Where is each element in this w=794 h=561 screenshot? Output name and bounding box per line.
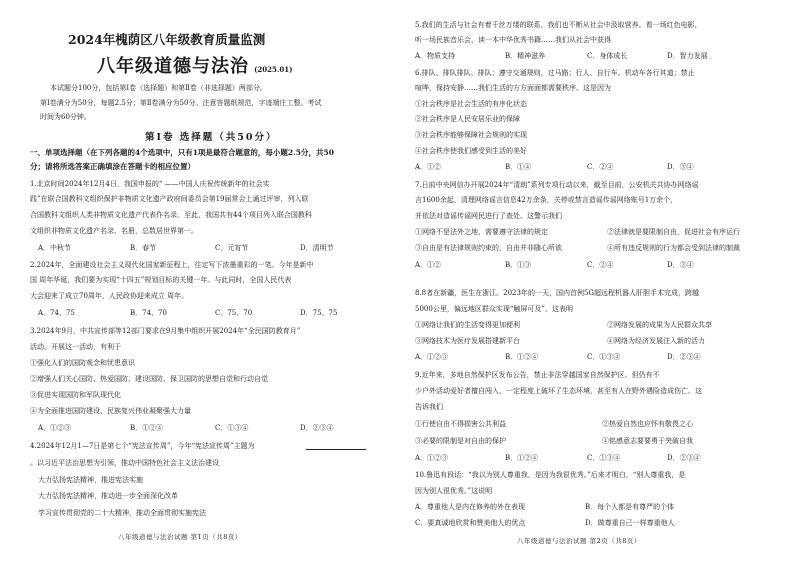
q6-item-3: ③社会秩序能够保障社会规则的实现 — [415, 131, 527, 139]
instructions-line-1: 一、单项选择题（在下列各题的4个选项中，只有1项是最符合题意的，每小题2.5分，共50 — [30, 148, 334, 157]
q7-option-a: A．①② — [415, 261, 442, 269]
intro-line-1: 本试题分100分，包括第Ⅰ卷（选择题）和第Ⅱ卷（非选择题）两部分。 — [50, 84, 267, 92]
subject-header — [97, 52, 292, 78]
q8-option-d: D．②③④ — [667, 353, 701, 361]
q6-item-1: ①社会秩序是社会生活的有序化状态 — [415, 100, 527, 108]
q9-option-d: D．②③④ — [667, 454, 701, 462]
q2-option-a: A．74、75 — [38, 309, 75, 317]
right-page — [397, 0, 794, 561]
q5-option-c: C．身体成长 — [587, 52, 628, 60]
q7-line-3: 并依法对造谣传谣网民进行了查处。这警示我们 — [415, 212, 562, 220]
q3-item-3: ③促进实现国防和军队现代化 — [30, 391, 121, 399]
q9-option-a: A．①②③ — [415, 454, 449, 462]
q9-line-2: 少户外活动爱好者擅自闯入，一定程度上破坏了生态环境，甚至有人在野外遇险造成伤亡。这 — [415, 387, 702, 395]
q6-item-2: ②社会秩序是人民安居乐业的保障 — [415, 115, 520, 123]
q8-line-2: 5000公里，偏远地区群众实现“触屏可及”。这表明 — [415, 305, 573, 313]
q10-option-d: D．做尊重自己一样尊重他人 — [585, 519, 675, 527]
q8-option-b: B．①②④ — [505, 353, 539, 361]
subject-title: 八年级道德与法治 — [97, 56, 249, 77]
q3-option-b: B．①②④ — [130, 424, 164, 432]
q3-line-2: 活动。开展这一活动，有利于 — [30, 343, 121, 351]
q8-item-3: ③网络技术为医疗发展搭建新平台 — [415, 337, 520, 345]
q2-line-2: 国 周年华诞，我们要为实现“十四五”规划目标的关键一年。与此同时，全国人民代表 — [30, 276, 292, 284]
q1-option-c: C．元宵节 — [215, 244, 249, 252]
q2-option-b: B．74、70 — [130, 309, 167, 317]
section-1-title: 第Ⅰ卷 选择题（共50分） — [145, 132, 278, 143]
q5-line-2: 听一场民族音乐会，读一本中华优秀书籍……我们从社会中获得 — [415, 36, 611, 44]
intro-line-3: 时间为60分钟。 — [40, 113, 91, 121]
exam-title: 2024年槐荫区八年级教育质量监测 — [68, 32, 266, 47]
q6-item-4: ④社会秩序使我们感受到生活的美好 — [415, 147, 527, 155]
q9-item-2: ②热爱自然也应怀有敬畏之心 — [602, 420, 693, 428]
q3-option-c: C．①③④ — [215, 424, 249, 432]
q2-line-3: 大会迎来了成立70周年，人民政协迎来成立 周年。 — [30, 292, 189, 300]
q9-line-1: 9.近年来，多地自然保护区发布公告，禁止非法穿越国家自然保护区。但仍有不 — [415, 371, 660, 379]
q7-item-1: ①网络不是法外之地，需要遵守法律的规定 — [415, 228, 548, 236]
q5-line-1: 5.我们的生活与社会有着千丝万缕的联系，我们也不断从社会中汲取营养。看一场红色电影， — [415, 21, 702, 29]
q4-line-1: 4.2024年12月1—7日是第七个“宪法宣传周”，今年“宪法宣传周”主题为 — [30, 442, 255, 450]
q4-option-3: 学习宣传贯彻党的二十大精神，推动全面贯彻实施宪法 — [38, 509, 206, 517]
q1-line-3: 合国教科文组织人类非物质文化遗产代表作名录。至此，我国共有44个项目列入联合国教科 — [30, 211, 312, 219]
q2-line-1: 2.2024年，全面建设社会主义现代化国家新征程上，往定写下浓墨重彩的一笔。今年是新中 — [30, 261, 314, 269]
q5-option-d: D．智力发展 — [667, 52, 708, 60]
q5-option-b: B．精神滋养 — [505, 52, 546, 60]
q7-line-1: 7.日前中央网信办开展2024年“清朗”系列专项行动以来，截至目前，公安机关共协办网络谣 — [415, 181, 699, 189]
page-1-footer: 八年级道德与法治试题 第1页（共8页） — [118, 533, 242, 541]
q10-line-1: 10.鲁迅有段话：“我以为别人尊重我，是因为我很优秀。”后来才明白，“别人尊重我，是 — [415, 471, 686, 479]
q8-item-1: ①网络让我们的生活变得更加便利 — [415, 321, 520, 329]
q10-option-c: C．要真诚地欣赏和赞美他人的优点 — [415, 519, 526, 527]
q3-item-2: ②增强人们关心国防、热爱国防、建设国防、保卫国防的思想自觉和行动自觉 — [30, 375, 268, 383]
q8-line-1: 8.8者在新疆，医生在浙江。2023年的一天，国内首例5G超远程机器人肝胆手术完成，跨越 — [415, 289, 699, 297]
q6-line-2: 喧哗，保持安静……我们生活的方方面面都需要秩序。这是因为 — [415, 84, 611, 92]
q9-item-4: ④铭感意志要要勇于突破自我 — [602, 437, 693, 445]
q6-option-c: C．②④ — [587, 163, 614, 171]
q3-item-1: ①强化人们的国防观念和忧患意识 — [30, 359, 135, 367]
q7-option-d: D．③④ — [667, 261, 694, 269]
q7-line-2: 言1600余起，清理网络谣言信息42万余条，关停或禁言造谣传谣网络账号1万余个， — [415, 196, 678, 204]
q8-item-4: ④网络为经济发展注入新的活力 — [607, 337, 705, 345]
q2-option-c: C．75、70 — [215, 309, 253, 317]
q7-item-3: ③自由是有法律规则约束的，自由并非随心所欲 — [415, 244, 562, 252]
q6-option-d: D．③④ — [667, 163, 694, 171]
q9-option-c: C．①③④ — [587, 454, 621, 462]
q7-item-2: ②法律就是要限制自由，促进社会有序运行 — [607, 228, 740, 236]
q9-option-b: B．①②④ — [505, 454, 539, 462]
q10-line-2: 因为别人很优秀。”这说明 — [415, 487, 493, 495]
page-2-footer: 八年级道德与法治试题 第2页（共8页） — [517, 537, 641, 545]
q3-line-1: 3.2024年9月，中共宣传部等12部门要求在9月集中组织开展2024年“全民国防教育月” — [30, 327, 301, 335]
q3-item-4: ④为全面推进国防建设、民族复兴伟业凝聚强大力量 — [30, 407, 191, 415]
q6-option-b: B．①④ — [505, 163, 532, 171]
q4-option-2: 大力弘扬宪法精神，推动进一步全面深化改革 — [38, 492, 178, 500]
q7-option-b: B．①③ — [505, 261, 532, 269]
exam-date: (2025.01) — [254, 65, 293, 74]
q2-option-d: D．75、75 — [300, 309, 338, 317]
q4-option-1: 大力弘扬宪法精神，推进宪法实施 — [38, 476, 143, 484]
q10-option-b: B．每个人都是有尊严的个体 — [585, 503, 675, 511]
q10-option-a: A．尊重他人是内在修养的外在表现 — [415, 503, 526, 511]
q1-line-2: 践”在联合国教科文组织保护非物质文化遗产政府间委员会第19届常会上通过评审，列入联 — [30, 195, 309, 203]
q8-item-2: ②网络发展的成果为人民群众共享 — [607, 321, 712, 329]
q3-option-a: A．①②③ — [38, 424, 72, 432]
q1-option-d: D．清明节 — [300, 244, 334, 252]
q6-line-1: 6.排队、排队排队、排队；遵守交通规则，过马路；行人、自行车、机动车各行其道；禁止 — [415, 69, 695, 77]
q4-blank-line — [306, 449, 366, 450]
instructions-line-2: 分；请将所选答案正确填涂在答题卡的相应位置） — [30, 162, 195, 171]
q6-option-a: A．①② — [415, 163, 442, 171]
q9-item-3: ③必要的限制是对自由的保护 — [415, 437, 506, 445]
q8-option-c: C．①③④ — [587, 353, 621, 361]
q8-option-a: A．①②③ — [415, 353, 449, 361]
q1-option-b: B．春节 — [130, 244, 157, 252]
intro-line-2: 第Ⅰ卷满分为50分，每题2.5分；第Ⅱ卷满分为50分。注意答题纸规范，字迹端庄工整。考试 — [40, 99, 322, 107]
q9-item-1: ①行使自由不得损害公共利益 — [415, 420, 506, 428]
q7-option-c: C．②④ — [587, 261, 614, 269]
q3-option-d: D．②③④ — [300, 424, 334, 432]
q5-option-a: A．物质支持 — [415, 52, 456, 60]
q9-line-3: 告诉我们 — [415, 403, 443, 411]
q1-line-1: 1.北京时间2024年12月4日，我国申报的“ ——中国人庆祝传统新年的社会实 — [30, 180, 270, 188]
q1-option-a: A．中秋节 — [38, 244, 72, 252]
q7-item-4: ④所有违反规则的行为都会受到法律的制裁 — [607, 244, 740, 252]
q4-line-2: 。以习近平法治思想为引领，推动中国特色社会主义法治建设 — [30, 459, 219, 467]
q1-line-4: 文组织非物质文化遗产名录、名册，总数居世界第一。 — [30, 227, 198, 235]
